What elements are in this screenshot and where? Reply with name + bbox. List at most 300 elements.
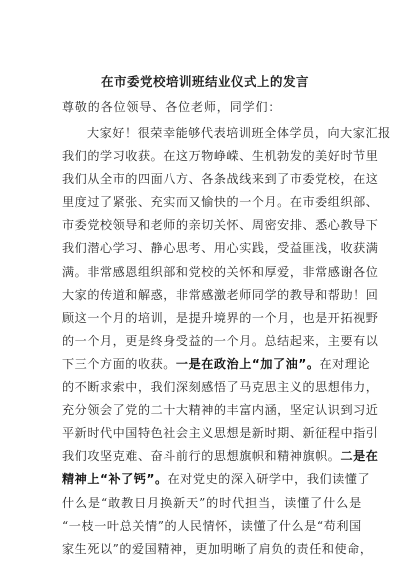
char: 么: [336, 495, 349, 510]
char: 枝: [81, 518, 95, 533]
char: 关: [132, 518, 145, 533]
char: 满: [62, 264, 75, 279]
bold-char: 是: [188, 356, 202, 371]
char: 终: [150, 333, 164, 348]
char: 到: [264, 172, 278, 187]
bold-char: ”: [146, 472, 155, 487]
char: 思: [213, 426, 227, 441]
char: 践: [251, 241, 265, 256]
char: 非: [175, 287, 189, 302]
char: 节: [353, 149, 366, 164]
bold-char: “: [251, 356, 261, 371]
char: 界: [226, 310, 240, 325]
char: 领: [87, 403, 100, 418]
char: 受: [277, 241, 290, 256]
char: 顾: [62, 310, 75, 325]
char: 了: [266, 518, 279, 533]
char: 。: [163, 356, 176, 371]
char: ，: [314, 126, 328, 140]
char: 什: [62, 495, 75, 510]
char: 的: [201, 449, 214, 464]
char: 帜: [251, 449, 265, 464]
char: 认: [315, 403, 328, 418]
char: 代: [99, 426, 113, 441]
text-line: [62, 237, 379, 260]
char: 厚: [264, 264, 278, 279]
char: 教: [121, 495, 134, 510]
char: 更: [195, 541, 208, 556]
bold-char: 加: [260, 356, 273, 371]
char: 获: [353, 241, 366, 256]
char: 人: [177, 518, 190, 533]
char: 的: [164, 518, 178, 533]
char: 思: [315, 380, 328, 395]
bold-char: 。: [154, 472, 168, 487]
char: 导: [125, 218, 138, 233]
char: 引: [365, 426, 379, 441]
char: 的: [125, 310, 138, 325]
char: 分: [74, 403, 88, 418]
char: 家: [74, 287, 88, 302]
bold-char: 上: [239, 356, 252, 371]
char: 帜: [315, 449, 328, 464]
char: 。: [327, 449, 341, 464]
char: 了: [112, 403, 126, 418]
char: 月: [112, 310, 126, 325]
char: 的: [283, 541, 297, 556]
char: 市: [62, 218, 75, 233]
char: 指: [353, 426, 366, 441]
char: 在: [163, 149, 176, 164]
char: 晰: [233, 541, 246, 556]
char: 的: [277, 287, 290, 302]
char: 受: [175, 333, 189, 348]
char: 和: [251, 264, 265, 279]
char: 实: [239, 241, 252, 256]
char: 大: [87, 126, 100, 140]
char: 收: [340, 241, 354, 256]
char: 理: [344, 356, 358, 371]
char: 利: [336, 518, 350, 533]
char: 导: [302, 287, 316, 302]
char: 的: [62, 380, 75, 395]
char: 么: [291, 518, 305, 533]
char: 们: [319, 472, 333, 487]
char: 的: [226, 195, 240, 210]
char: 月: [99, 333, 113, 348]
char: 怀: [226, 218, 240, 233]
text-line: [62, 122, 391, 145]
char: ，: [264, 241, 278, 256]
char: 读: [332, 472, 345, 487]
char: 各: [201, 172, 214, 187]
char: 坚: [289, 403, 303, 418]
char: ”: [157, 518, 165, 533]
char: 责: [296, 541, 310, 556]
char: 会: [99, 403, 113, 418]
char: 丰: [226, 403, 240, 418]
char: 培: [137, 310, 151, 325]
char: 个: [87, 333, 100, 348]
char: 了: [99, 195, 113, 210]
char: 位: [365, 264, 379, 279]
char: 的: [218, 472, 231, 487]
char: 对: [332, 356, 345, 371]
char: 织: [150, 264, 164, 279]
char: 道: [112, 287, 126, 302]
char: 校: [201, 264, 214, 279]
char: 荣: [150, 126, 163, 140]
char: 充: [62, 403, 75, 418]
char: 以: [365, 333, 379, 348]
char: 心: [99, 241, 113, 256]
char: 我: [306, 472, 320, 487]
char: 加: [207, 541, 221, 556]
char: 部: [353, 195, 366, 210]
char: 了: [277, 172, 290, 187]
char: 党: [192, 472, 206, 487]
char: 获: [137, 149, 151, 164]
char: 总: [264, 333, 278, 348]
char: 方: [99, 356, 113, 371]
char: 在: [289, 195, 303, 210]
char: 静: [150, 241, 164, 256]
bold-char: 补: [108, 472, 122, 487]
char: 定: [302, 403, 316, 418]
char: 敢: [108, 495, 121, 510]
char: 特: [137, 426, 151, 441]
char: 懂: [253, 518, 267, 533]
char: 一: [94, 518, 107, 533]
char: 情: [145, 518, 158, 533]
char: 感: [112, 264, 126, 279]
char: 的: [239, 310, 252, 325]
char: 收: [137, 356, 151, 371]
char: 师: [239, 287, 252, 302]
char: 关: [226, 264, 240, 279]
char: ，: [182, 541, 196, 556]
char: 来: [302, 333, 316, 348]
char: 个: [264, 310, 278, 325]
char: 想: [226, 449, 240, 464]
char: 获: [150, 356, 164, 371]
char: 要: [340, 333, 354, 348]
char: 月: [239, 333, 252, 348]
char: 国: [144, 541, 158, 556]
char: 深: [230, 472, 244, 487]
char: 和: [321, 541, 335, 556]
text-line: [62, 168, 379, 191]
char: 爱: [132, 541, 145, 556]
char: 负: [271, 541, 284, 556]
char: 、: [188, 172, 202, 187]
char: 线: [239, 172, 252, 187]
char: 党: [87, 218, 100, 233]
char: 各: [353, 264, 366, 279]
char: 党: [188, 264, 202, 279]
char: 苟: [323, 518, 337, 533]
char: 神: [289, 449, 303, 464]
char: 奋: [150, 449, 164, 464]
char: 机: [264, 149, 278, 164]
char: 在: [167, 472, 181, 487]
char: 师: [163, 218, 176, 233]
char: 生: [251, 149, 265, 164]
char: 过: [87, 195, 100, 210]
char: 周: [251, 218, 265, 233]
char: 益: [188, 333, 202, 348]
char: 到: [340, 403, 354, 418]
char: ，: [340, 172, 354, 187]
char: 精: [277, 449, 290, 464]
char: 浅: [315, 241, 328, 256]
char: 常: [315, 264, 328, 279]
char: 是: [349, 495, 362, 510]
char: 们: [74, 172, 88, 187]
char: 思: [264, 380, 278, 395]
char: 益: [289, 241, 303, 256]
char: 一: [68, 518, 82, 533]
char: 快: [213, 195, 227, 210]
char: 、: [137, 449, 151, 464]
bold-char: 了: [273, 356, 286, 371]
char: 这: [74, 310, 88, 325]
char: 一: [213, 333, 227, 348]
bold-char: 在: [365, 449, 379, 464]
char: 条: [213, 172, 227, 187]
char: 读: [240, 518, 254, 533]
char: 导: [353, 218, 366, 233]
text-line: [62, 492, 362, 515]
char: 主: [188, 426, 202, 441]
char: 汇: [365, 126, 379, 140]
char: 有: [353, 333, 366, 348]
char: 家: [99, 126, 113, 140]
char: 的: [125, 172, 138, 187]
char: 想: [226, 426, 240, 441]
body-text: [62, 122, 391, 561]
char: 领: [112, 218, 126, 233]
char: 体: [276, 126, 290, 140]
char: 向: [327, 126, 341, 140]
char: 么: [75, 495, 88, 510]
char: 的: [137, 403, 151, 418]
bold-char: ”: [298, 356, 307, 371]
char: 感: [327, 264, 341, 279]
char: 惑: [150, 287, 164, 302]
char: 而: [175, 195, 189, 210]
text-line: [62, 214, 379, 237]
char: 我: [62, 241, 75, 256]
char: 常: [188, 287, 202, 302]
char: ！: [353, 287, 366, 302]
char: 心: [226, 241, 240, 256]
char: 表: [213, 126, 227, 140]
char: 里: [62, 195, 75, 210]
char: ，: [137, 380, 151, 395]
char: 行: [188, 449, 202, 464]
char: 助: [340, 287, 354, 302]
char: 也: [302, 310, 316, 325]
char: 习: [353, 403, 366, 418]
char: 拓: [340, 310, 354, 325]
char: 面: [150, 172, 164, 187]
char: 学: [268, 472, 282, 487]
document-title: 在市委党校培训班结业仪式上的发言: [100, 74, 309, 89]
char: 、: [137, 241, 151, 256]
char: 、: [289, 426, 303, 441]
char: 马: [239, 380, 252, 395]
char: ，: [271, 495, 284, 510]
char: 的: [206, 495, 219, 510]
char: “: [62, 518, 69, 533]
char: 结: [277, 333, 290, 348]
char: 任: [309, 541, 322, 556]
char: 怀: [215, 518, 228, 533]
char: 市: [302, 195, 316, 210]
char: 。: [277, 195, 290, 210]
bold-char: 。: [306, 356, 320, 371]
char: 主: [327, 333, 341, 348]
char: 部: [163, 264, 176, 279]
char: 、: [365, 195, 379, 210]
char: 度: [74, 195, 88, 210]
char: 排: [289, 218, 303, 233]
char: 色: [150, 426, 164, 441]
char: 个: [251, 195, 265, 210]
text-line: [62, 468, 371, 491]
char: 和: [137, 218, 151, 233]
char: 平: [62, 426, 75, 441]
char: 心: [327, 218, 341, 233]
char: 克: [251, 380, 265, 395]
char: 代: [200, 126, 214, 140]
char: 心: [163, 241, 176, 256]
char: ，: [163, 287, 176, 302]
char: 了: [357, 472, 371, 487]
char: 大: [340, 126, 353, 140]
char: 安: [277, 218, 290, 233]
char: 来: [251, 172, 265, 187]
char: 里: [365, 149, 379, 164]
char: 二: [150, 403, 164, 418]
char: 党: [315, 172, 328, 187]
char: 会: [175, 426, 189, 441]
char: ，: [289, 264, 303, 279]
char: 老: [150, 218, 164, 233]
char: 论: [357, 356, 371, 371]
char: 的: [62, 333, 75, 348]
bold-char: 是: [353, 449, 366, 464]
char: 组: [137, 264, 151, 279]
char: 近: [365, 403, 379, 418]
char: 同: [251, 287, 265, 302]
char: 。: [74, 264, 88, 279]
char: 切: [201, 218, 214, 233]
char: 家: [62, 541, 75, 556]
char: 生: [74, 541, 88, 556]
bold-char: 二: [340, 449, 354, 464]
char: 个: [226, 333, 240, 348]
char: 时: [87, 426, 100, 441]
char: 习: [125, 241, 138, 256]
char: 传: [99, 287, 113, 302]
char: 思: [213, 449, 227, 464]
char: 一: [74, 333, 88, 348]
char: ，: [315, 333, 328, 348]
char: 又: [188, 195, 202, 210]
char: 新: [74, 426, 88, 441]
char: 懂: [344, 472, 358, 487]
char: 懂: [297, 495, 310, 510]
char: 中: [125, 380, 138, 395]
char: 的: [87, 287, 100, 302]
char: 校: [99, 218, 113, 233]
char: 读: [284, 495, 297, 510]
char: 命: [347, 541, 360, 556]
char: 一: [251, 310, 265, 325]
char: 悉: [315, 218, 328, 233]
char: 克: [112, 449, 126, 464]
text-line: [62, 399, 379, 422]
char: 愉: [201, 195, 214, 210]
char: 国: [349, 518, 362, 533]
text-line: [62, 353, 371, 376]
char: 在: [353, 172, 366, 187]
char: 新: [302, 426, 316, 441]
text-line: [62, 515, 362, 538]
char: 力: [353, 380, 366, 395]
char: 张: [125, 195, 138, 210]
char: 家: [352, 126, 366, 140]
char: 三: [74, 356, 88, 371]
char: 考: [188, 241, 202, 256]
char: 月: [147, 495, 160, 510]
char: 爱: [277, 264, 290, 279]
bold-char: 油: [285, 356, 299, 371]
char: 的: [87, 149, 100, 164]
char: 训: [150, 310, 164, 325]
char: 非: [87, 264, 100, 279]
char: 好: [327, 149, 341, 164]
char: 、: [201, 241, 214, 256]
char: 。: [251, 333, 265, 348]
char: 叶: [106, 518, 120, 533]
char: 时: [264, 426, 278, 441]
char: 委: [74, 218, 88, 233]
char: 八: [163, 172, 176, 187]
char: 我: [62, 172, 75, 187]
char: 月: [264, 195, 278, 210]
char: 研: [256, 472, 269, 487]
char: 换: [160, 495, 173, 510]
char: 全: [99, 172, 113, 187]
char: 怀: [239, 264, 252, 279]
char: 谢: [340, 264, 354, 279]
char: 学: [264, 287, 278, 302]
char: 们: [74, 241, 88, 256]
char: 大: [175, 403, 189, 418]
char: 嵘: [226, 149, 240, 164]
char: 够: [188, 126, 201, 140]
char: 的: [125, 356, 138, 371]
char: 。: [150, 149, 164, 164]
bold-char: 了: [121, 472, 134, 487]
char: 委: [302, 172, 316, 187]
char: 很: [137, 126, 151, 140]
char: 新: [251, 426, 265, 441]
char: ，: [112, 333, 126, 348]
